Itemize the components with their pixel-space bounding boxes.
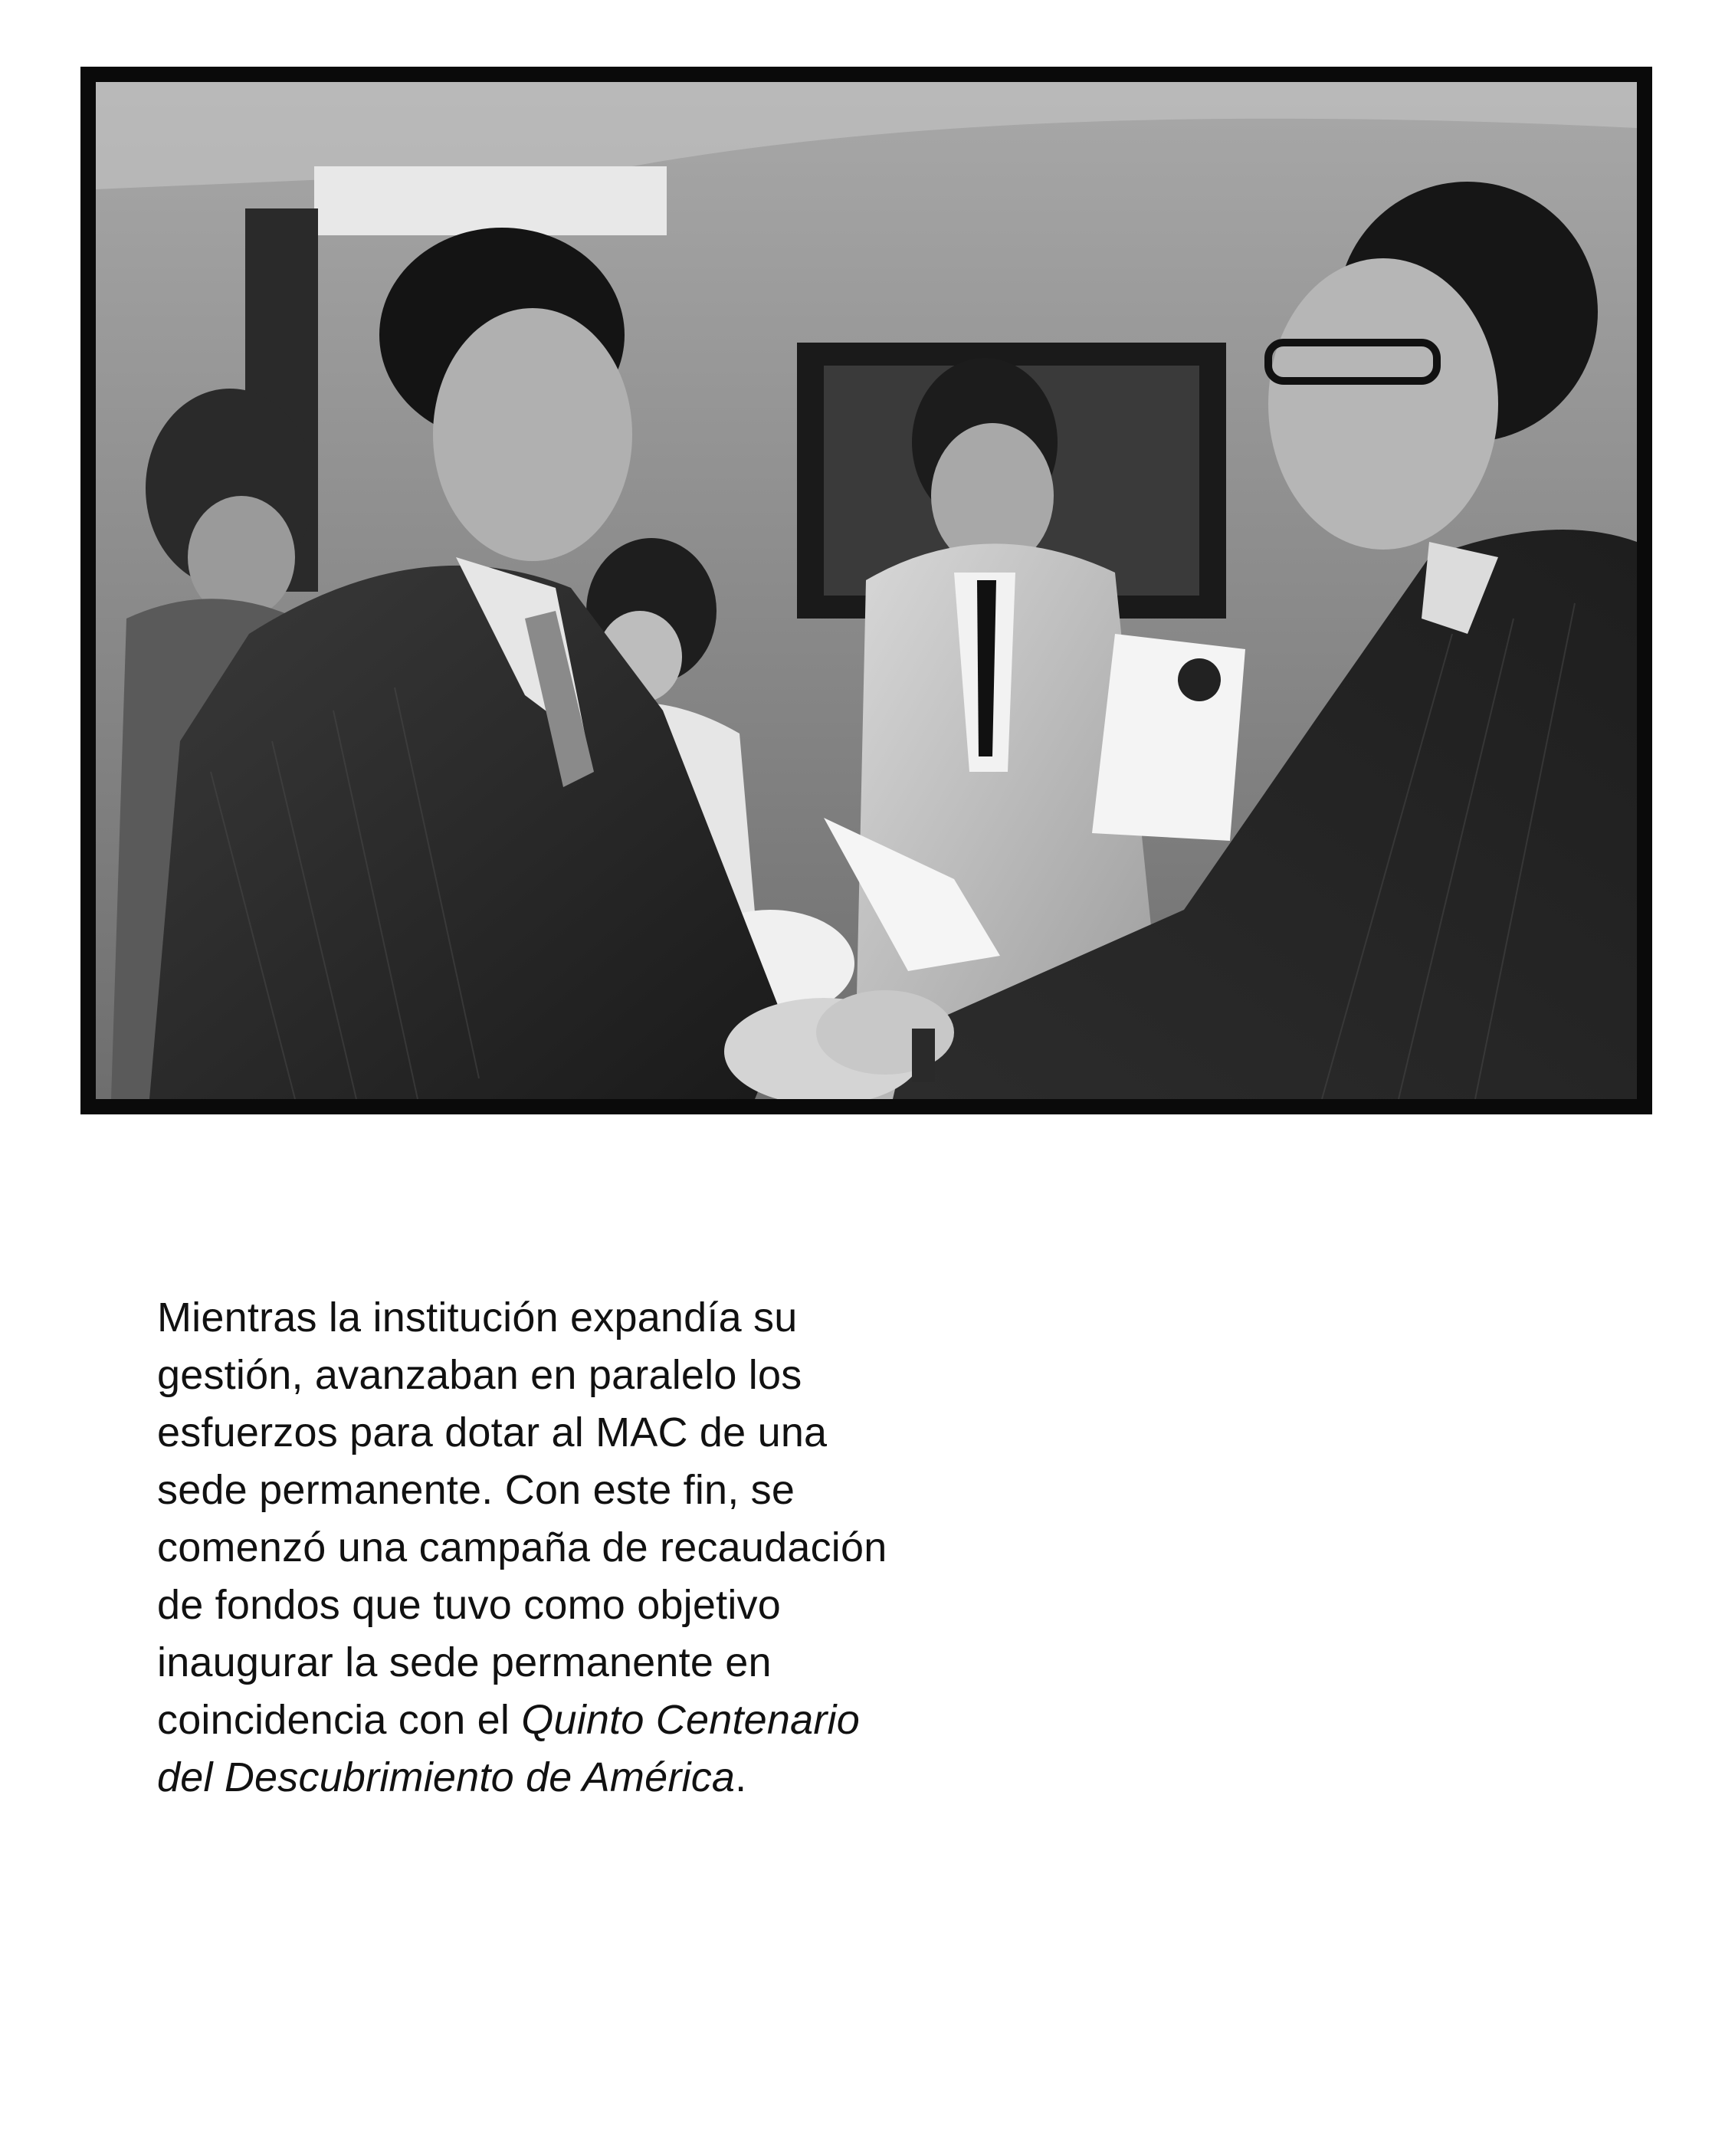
handshake-photo-image [96, 82, 1637, 1099]
caption-text: Mientras la institución expandía su gestión, avanzaban en paralelo los esfuerzos para dotar al MAC de una sede permanente. Con este fin, se comenzó una campaña de recaudación de fondos que tuvo como objetivo inaugurar la sede permanente en coincidencia con el [157, 1295, 887, 1743]
photograph [80, 67, 1652, 1114]
caption-paragraph [157, 1289, 908, 1807]
caption-italic-title: Quinto Centenario del Descubrimiento de América [157, 1697, 860, 1800]
caption-end: . [735, 1754, 747, 1800]
